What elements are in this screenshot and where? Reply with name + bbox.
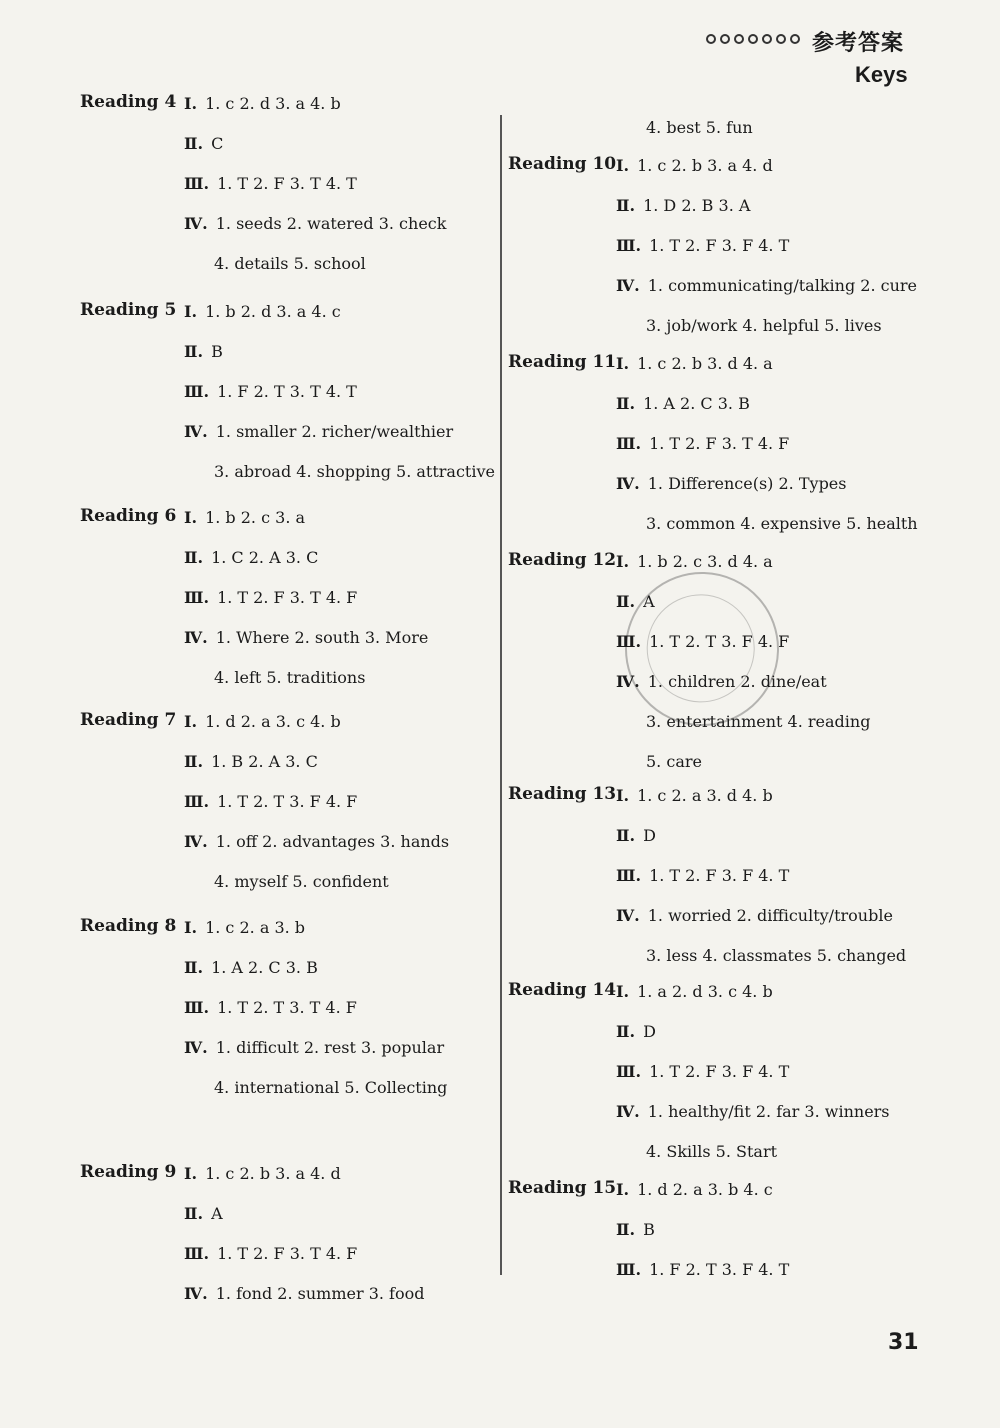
part-number: Ⅲ. [616,434,642,453]
answer-text: 1. Where 2. south 3. More [215,628,429,647]
part-number: Ⅳ. [184,628,208,647]
part-number: Ⅱ. [616,592,636,611]
answer-line [184,1284,424,1303]
answer-line [646,752,702,771]
part-number: Ⅱ. [184,752,204,771]
answer-line [184,302,341,321]
part-number: Ⅱ. [184,342,204,361]
reading-label: Reading 15 [508,1178,617,1198]
answer-line [646,1142,777,1161]
part-number: Ⅰ. [616,1180,630,1199]
part-number: Ⅲ. [616,1260,642,1279]
answer-line [616,1260,789,1279]
answer-text: 1. c 2. a 3. b [205,918,306,937]
part-number: Ⅰ. [184,712,198,731]
page-number: 31 [888,1330,919,1355]
header-subtitle: Keys [855,62,908,87]
answer-text: 1. T 2. F 3. T 4. F [649,434,790,453]
part-number: Ⅲ. [616,1062,642,1081]
answer-line [646,118,753,137]
column-divider [500,115,502,1275]
answer-line [184,712,341,731]
reading-label: Reading 10 [508,154,617,174]
answer-text: 1. c 2. b 3. d 4. a [637,354,773,373]
part-number: Ⅰ. [616,982,630,1001]
reading-label: Reading 11 [508,352,617,372]
answer-text: 4. Skills 5. Start [646,1142,778,1161]
part-number: Ⅳ. [616,474,640,493]
part-number: Ⅲ. [184,998,210,1017]
part-number: Ⅰ. [184,508,198,527]
answer-line [616,1062,789,1081]
answer-line [616,394,750,413]
answer-text: 4. left 5. traditions [214,668,366,687]
answer-line [616,236,789,255]
answer-text: 1. T 2. F 3. F 4. T [649,866,790,885]
answer-line [214,668,365,687]
answer-text: C [211,134,224,153]
part-number: Ⅲ. [184,174,210,193]
reading-label: Reading 7 [80,710,177,730]
answer-text: 1. D 2. B 3. A [643,196,751,215]
answer-line [184,508,305,527]
part-number: Ⅱ. [616,1022,636,1041]
answer-text: 4. myself 5. confident [214,872,389,891]
answer-line [184,214,446,233]
answer-line [616,672,827,691]
answer-text: 1. children 2. dine/eat [647,672,827,691]
answer-text: 1. c 2. d 3. a 4. b [205,94,341,113]
answer-line [214,254,366,273]
answer-line [616,906,893,925]
answer-text: 4. international 5. Collecting [214,1078,448,1097]
answer-text: 1. T 2. F 3. T 4. F [217,1244,358,1263]
answer-text: 1. smaller 2. richer/wealthier [215,422,454,441]
answer-text: 3. abroad 4. shopping 5. attractive [214,462,495,481]
answer-text: 1. T 2. T 3. T 4. F [217,998,357,1017]
answer-text: D [643,826,656,845]
answer-text: 1. T 2. F 3. T 4. T [217,174,357,193]
dot-icon [790,34,800,44]
answer-line [184,918,305,937]
part-number: Ⅱ. [184,134,204,153]
part-number: Ⅱ. [184,958,204,977]
part-number: Ⅳ. [184,214,208,233]
answer-line [616,866,789,885]
answer-line [616,474,846,493]
answer-line [616,592,655,611]
part-number: Ⅱ. [616,1220,636,1239]
dot-icon [720,34,730,44]
answer-text: 1. d 2. a 3. c 4. b [205,712,341,731]
answer-line [184,342,223,361]
answer-text: 1. communicating/talking 2. cure [647,276,917,295]
answer-text: 1. b 2. d 3. a 4. c [205,302,341,321]
answer-line [184,958,318,977]
answer-line [646,712,870,731]
answer-text: 1. T 2. F 3. F 4. T [649,236,790,255]
answer-text: 1. T 2. T 3. F 4. F [649,632,790,651]
answer-line [184,832,449,851]
answer-line [184,628,428,647]
answer-line [184,998,357,1017]
answer-line [214,462,495,481]
dot-icon [748,34,758,44]
answer-text: 5. care [646,752,702,771]
answer-text: 1. b 2. c 3. d 4. a [637,552,773,571]
answer-line [616,1180,773,1199]
answer-text: 1. c 2. a 3. d 4. b [637,786,773,805]
answer-text: 1. off 2. advantages 3. hands [215,832,450,851]
part-number: Ⅲ. [616,866,642,885]
answer-line [616,276,917,295]
answer-line [184,134,223,153]
answer-line [214,1078,447,1097]
answer-line [184,752,318,771]
answer-line [616,1022,656,1041]
part-number: Ⅳ. [184,1284,208,1303]
part-number: Ⅱ. [184,548,204,567]
answer-text: 1. c 2. b 3. a 4. d [205,1164,341,1183]
answer-text: 3. job/work 4. helpful 5. lives [646,316,882,335]
part-number: Ⅳ. [184,422,208,441]
part-number: Ⅰ. [616,354,630,373]
part-number: Ⅱ. [616,196,636,215]
answer-text: 1. A 2. C 3. B [643,394,750,413]
answer-line [214,872,389,891]
answer-text: 4. details 5. school [214,254,366,273]
part-number: Ⅲ. [616,236,642,255]
part-number: Ⅲ. [616,632,642,651]
answer-text: A [643,592,655,611]
answer-line [616,1102,890,1121]
answer-line [184,1164,341,1183]
answer-line [616,786,773,805]
answer-text: 1. seeds 2. watered 3. check [215,214,447,233]
answer-text: 1. difficult 2. rest 3. popular [215,1038,445,1057]
answer-text: 1. C 2. A 3. C [211,548,319,567]
answer-text: 3. common 4. expensive 5. health [646,514,918,533]
answer-text: 3. entertainment 4. reading [646,712,871,731]
part-number: Ⅳ. [616,672,640,691]
answer-text: 1. T 2. T 3. F 4. F [217,792,358,811]
answer-line [616,552,773,571]
part-number: Ⅲ. [184,1244,210,1263]
part-number: Ⅲ. [184,588,210,607]
dot-icon [734,34,744,44]
part-number: Ⅰ. [184,94,198,113]
answer-text: 1. T 2. F 3. F 4. T [649,1062,790,1081]
part-number: Ⅰ. [616,156,630,175]
dot-icon [762,34,772,44]
answer-line [616,826,656,845]
part-number: Ⅳ. [184,832,208,851]
answer-text: 1. healthy/fit 2. far 3. winners [647,1102,890,1121]
answer-text: 1. A 2. C 3. B [211,958,318,977]
answer-text: D [643,1022,656,1041]
reading-label: Reading 12 [508,550,617,570]
answer-line [616,632,789,651]
answer-line [616,1220,655,1239]
reading-label: Reading 13 [508,784,617,804]
part-number: Ⅰ. [184,302,198,321]
answer-line [646,514,918,533]
reading-label: Reading 14 [508,980,617,1000]
answer-text: 1. fond 2. summer 3. food [215,1284,425,1303]
answer-text: 1. c 2. b 3. a 4. d [637,156,773,175]
part-number: Ⅳ. [184,1038,208,1057]
reading-label: Reading 6 [80,506,177,526]
header-title: 参考答案 [812,31,905,56]
answer-line [184,548,318,567]
answer-line [616,982,773,1001]
answer-line [184,94,341,113]
part-number: Ⅲ. [184,382,210,401]
answer-text: 1. worried 2. difficulty/trouble [647,906,893,925]
part-number: Ⅱ. [616,826,636,845]
answer-line [184,1204,223,1223]
answer-line [184,174,357,193]
answer-text: B [643,1220,655,1239]
answer-line [184,792,357,811]
reading-label: Reading 8 [80,916,177,936]
answer-line [184,422,453,441]
answer-line [184,382,357,401]
part-number: Ⅳ. [616,276,640,295]
part-number: Ⅰ. [616,786,630,805]
reading-label: Reading 4 [80,92,177,112]
answer-line [184,1038,444,1057]
part-number: Ⅲ. [184,792,210,811]
part-number: Ⅰ. [184,1164,198,1183]
answer-text: 1. a 2. d 3. c 4. b [637,982,773,1001]
answer-line [616,156,773,175]
answer-text: 1. Difference(s) 2. Types [647,474,847,493]
part-number: Ⅳ. [616,1102,640,1121]
answer-text: 1. F 2. T 3. T 4. T [217,382,357,401]
answer-text: 1. d 2. a 3. b 4. c [637,1180,773,1199]
header-dots [706,34,800,44]
answer-text: 3. less 4. classmates 5. changed [646,946,907,965]
answer-text: 1. B 2. A 3. C [211,752,318,771]
part-number: Ⅰ. [184,918,198,937]
reading-label: Reading 9 [80,1162,177,1182]
answer-text: 4. best 5. fun [646,118,753,137]
answer-text: 1. b 2. c 3. a [205,508,306,527]
answer-text: B [211,342,223,361]
dot-icon [706,34,716,44]
part-number: Ⅱ. [616,394,636,413]
answer-line [616,434,789,453]
part-number: Ⅳ. [616,906,640,925]
answer-text: 1. F 2. T 3. F 4. T [649,1260,790,1279]
reading-label: Reading 5 [80,300,177,320]
answer-line [616,354,773,373]
answer-line [184,1244,357,1263]
answer-text: 1. T 2. F 3. T 4. F [217,588,358,607]
answer-text: A [211,1204,223,1223]
part-number: Ⅱ. [184,1204,204,1223]
answer-line [646,946,906,965]
answer-line [616,196,750,215]
dot-icon [776,34,786,44]
part-number: Ⅰ. [616,552,630,571]
answer-line [646,316,882,335]
answer-line [184,588,357,607]
